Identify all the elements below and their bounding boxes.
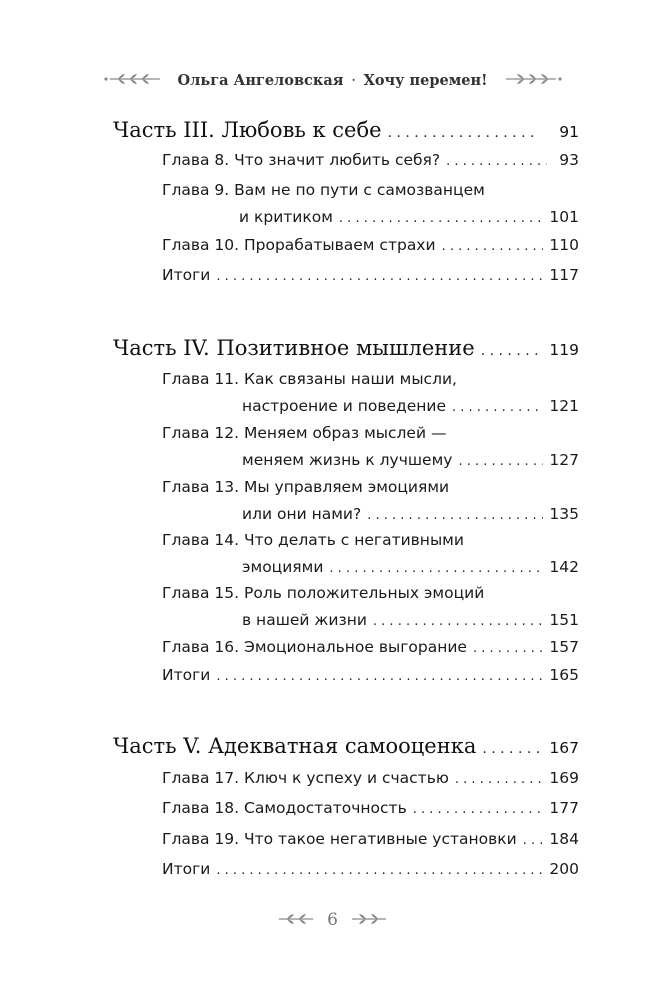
leader-dots (446, 148, 547, 175)
toc-entry (162, 177, 579, 232)
leader-dots (216, 857, 543, 884)
toc-entry (162, 527, 579, 582)
toc-entry (162, 420, 579, 475)
entry-page: 200 (549, 860, 579, 878)
leader-dots (481, 343, 539, 359)
part-title: Часть V. Адекватная самооценка (113, 734, 477, 758)
entry-title-cont: и критиком (239, 208, 333, 226)
leader-dots (452, 394, 543, 421)
entry-page: 169 (549, 769, 579, 787)
leader-dots (367, 502, 543, 529)
entry-title-cont: эмоциями (242, 558, 324, 576)
leader-dots (329, 555, 543, 582)
toc-entry (162, 147, 579, 175)
entry-page: 127 (549, 451, 579, 469)
toc-entry (162, 580, 579, 635)
toc-part-4 (113, 336, 579, 360)
part-title: Часть III. Любовь к себе (113, 118, 382, 142)
page-footer (0, 905, 665, 935)
toc-entry (162, 262, 579, 290)
leader-dots (482, 741, 539, 757)
header-book-title: Хочу перемен! (363, 71, 488, 89)
toc-entry (162, 662, 579, 690)
leader-dots (413, 796, 544, 823)
header-separator: · (351, 73, 356, 87)
leader-dots (216, 663, 543, 690)
header-text (178, 72, 488, 89)
leader-dots (523, 827, 544, 854)
entry-title: Глава 13. Мы управляем эмоциями (162, 478, 450, 496)
entry-title-cont: или они нами? (242, 505, 362, 523)
entry-title-cont: меняем жизнь к лучшему (242, 451, 453, 469)
leader-dots (339, 205, 543, 232)
entry-title: Глава 10. Прорабатываем страхи (162, 236, 436, 254)
entry-page: 184 (549, 830, 579, 848)
entry-page: 121 (549, 397, 579, 415)
toc-entry (162, 634, 579, 662)
entry-title: Глава 18. Самодостаточность (162, 799, 407, 817)
part-page: 167 (549, 739, 579, 757)
entry-title: Глава 17. Ключ к успеху и счастью (162, 769, 449, 787)
toc-entry (162, 795, 579, 823)
entry-title: Глава 8. Что значит любить себя? (162, 151, 441, 169)
leader-dots (388, 125, 539, 141)
entry-title: Глава 11. Как связаны наши мысли, (162, 370, 457, 388)
entry-page: 110 (549, 236, 579, 254)
toc-entry (162, 474, 579, 529)
entry-page: 93 (559, 151, 579, 169)
part-title: Часть IV. Позитивное мышление (113, 336, 475, 360)
page-number: 6 (327, 910, 338, 930)
entry-title: Глава 14. Что делать с негативными (162, 531, 464, 549)
leader-dots (216, 263, 543, 290)
entry-page: 101 (549, 208, 579, 226)
entry-title: Глава 9. Вам не по пути с самозванцем (162, 181, 485, 199)
toc-part-3 (113, 118, 579, 142)
entry-page: 142 (549, 558, 579, 576)
right-ornament-icon (502, 71, 564, 90)
entry-title-cont: в нашей жизни (242, 611, 367, 629)
leader-dots (473, 635, 543, 662)
entry-page: 157 (549, 638, 579, 656)
toc-part-5 (113, 734, 579, 758)
toc-entry (162, 826, 579, 854)
part-page: 91 (559, 123, 579, 141)
entry-title: Итоги (162, 860, 211, 878)
toc-entry (162, 232, 579, 260)
entry-page: 151 (549, 611, 579, 629)
entry-title: Итоги (162, 666, 211, 684)
entry-title: Глава 16. Эмоциональное выгорание (162, 638, 467, 656)
entry-title-cont: настроение и поведение (242, 397, 446, 415)
left-ornament-icon (102, 71, 164, 90)
leader-dots (373, 608, 544, 635)
entry-title: Глава 19. Что такое негативные установки (162, 830, 517, 848)
entry-page: 165 (549, 666, 579, 684)
header-author: Ольга Ангеловская (177, 71, 344, 89)
left-ornament-icon (277, 911, 317, 930)
toc-entry (162, 366, 579, 421)
running-header (0, 66, 665, 94)
leader-dots (442, 233, 544, 260)
leader-dots (458, 448, 543, 475)
toc-entry (162, 856, 579, 884)
entry-page: 117 (549, 266, 579, 284)
entry-title: Глава 15. Роль положительных эмоций (162, 584, 485, 602)
toc-entry (162, 765, 579, 793)
entry-title: Глава 12. Меняем образ мыслей — (162, 424, 447, 442)
right-ornament-icon (348, 911, 388, 930)
leader-dots (455, 766, 544, 793)
part-page: 119 (549, 341, 579, 359)
entry-page: 135 (549, 505, 579, 523)
entry-page: 177 (549, 799, 579, 817)
entry-title: Итоги (162, 266, 211, 284)
